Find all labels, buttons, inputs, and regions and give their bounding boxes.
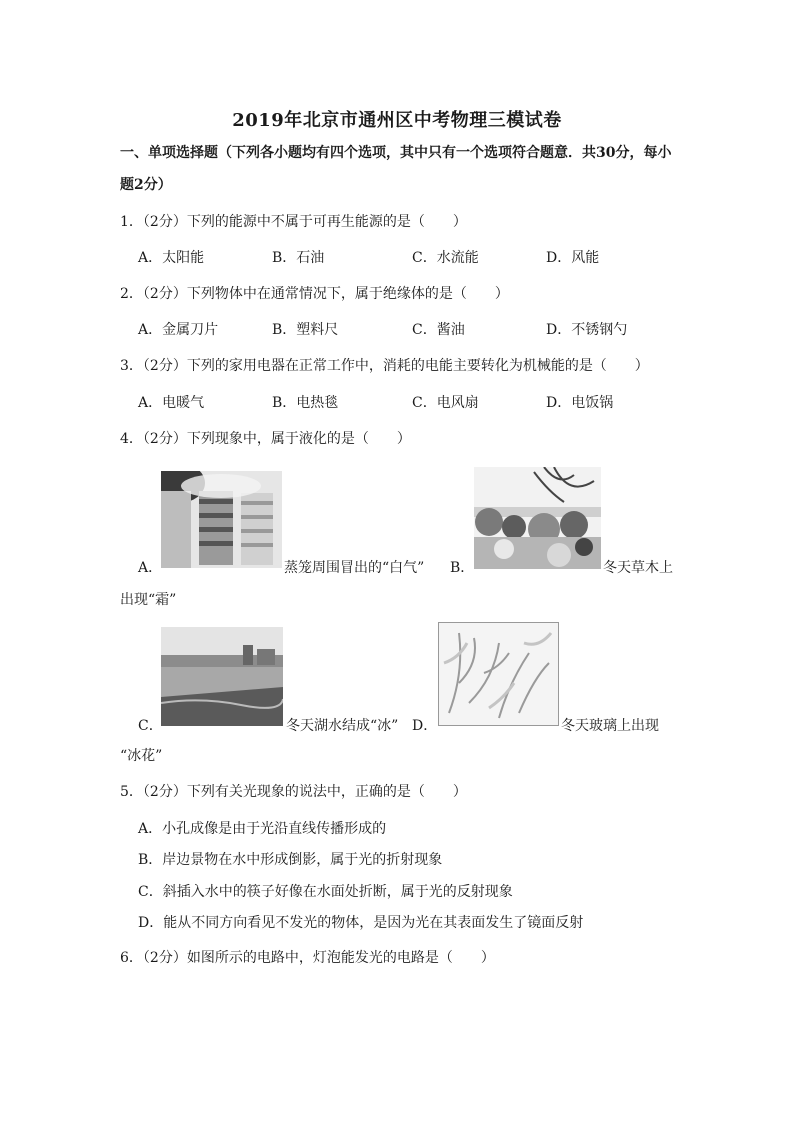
q2-option-c[interactable]: C．酱油 <box>412 322 465 338</box>
q4-option-d-letter[interactable]: D． <box>412 718 438 734</box>
frost-flower-photo-icon <box>439 623 558 725</box>
frost-landscape-photo-icon <box>474 467 601 569</box>
frozen-lake-photo-icon <box>161 627 283 726</box>
question-4-stem: 4．（2分）下列现象中，属于液化的是（ ） <box>120 431 411 447</box>
section-heading <box>120 137 680 201</box>
page-title: 2019年北京市通州区中考物理三模试卷 <box>232 110 562 131</box>
q2-option-a[interactable]: A．金属刀片 <box>138 322 219 338</box>
q2-option-d[interactable]: D．不锈钢勺 <box>546 322 628 338</box>
q1-option-c[interactable]: C．水流能 <box>412 250 479 266</box>
section-heading-line2: 题2分） <box>120 177 172 193</box>
q4-option-a-image[interactable] <box>161 471 282 568</box>
steamer-photo-icon <box>161 471 282 568</box>
q4-option-b-text: 冬天草木上 <box>603 560 673 576</box>
q4-option-d-text: 冬天玻璃上出现 <box>561 718 659 734</box>
q4-option-a-letter[interactable]: A． <box>138 560 163 576</box>
q4-option-c-image[interactable] <box>161 627 283 726</box>
q4-option-d-image[interactable] <box>438 622 559 726</box>
section-heading-line1: 一、单项选择题（下列各小题均有四个选项，其中只有一个选项符合题意．共30分，每小 <box>120 145 672 161</box>
q4-option-b-image[interactable] <box>474 467 601 569</box>
q4-option-d-continuation: “冰花” <box>120 748 163 764</box>
q5-option-c[interactable]: C．斜插入水中的筷子好像在水面处折断，属于光的反射现象 <box>138 884 513 900</box>
q4-option-c-letter[interactable]: C． <box>138 718 163 734</box>
q5-option-b[interactable]: B．岸边景物在水中形成倒影，属于光的折射现象 <box>138 852 443 868</box>
q2-option-b[interactable]: B．塑料尺 <box>272 322 339 338</box>
q3-option-c[interactable]: C．电风扇 <box>412 395 479 411</box>
q3-option-b[interactable]: B．电热毯 <box>272 395 339 411</box>
q4-option-c-text: 冬天湖水结成“冰” <box>286 718 399 734</box>
q4-option-a-text: 蒸笼周围冒出的“白气” <box>284 560 425 576</box>
question-6-stem: 6．（2分）如图所示的电路中，灯泡能发光的电路是（ ） <box>120 950 495 966</box>
question-2-stem: 2．（2分）下列物体中在通常情况下，属于绝缘体的是（ ） <box>120 286 509 302</box>
q1-option-a[interactable]: A．太阳能 <box>138 250 205 266</box>
question-5-stem: 5．（2分）下列有关光现象的说法中，正确的是（ ） <box>120 784 467 800</box>
q3-option-d[interactable]: D．电饭锅 <box>546 395 614 411</box>
q5-option-a[interactable]: A．小孔成像是由于光沿直线传播形成的 <box>138 821 387 837</box>
q1-option-d[interactable]: D．风能 <box>546 250 600 266</box>
question-3-stem: 3．（2分）下列的家用电器在正常工作中，消耗的电能主要转化为机械能的是（ ） <box>120 358 649 374</box>
question-1-stem: 1．（2分）下列的能源中不属于可再生能源的是（ ） <box>120 214 467 230</box>
q4-option-b-letter[interactable]: B． <box>450 560 475 576</box>
q4-option-b-continuation: 出现“霜” <box>120 592 177 608</box>
q1-option-b[interactable]: B．石油 <box>272 250 325 266</box>
q3-option-a[interactable]: A．电暖气 <box>138 395 205 411</box>
q5-option-d[interactable]: D．能从不同方向看见不发光的物体，是因为光在其表面发生了镜面反射 <box>138 915 584 931</box>
